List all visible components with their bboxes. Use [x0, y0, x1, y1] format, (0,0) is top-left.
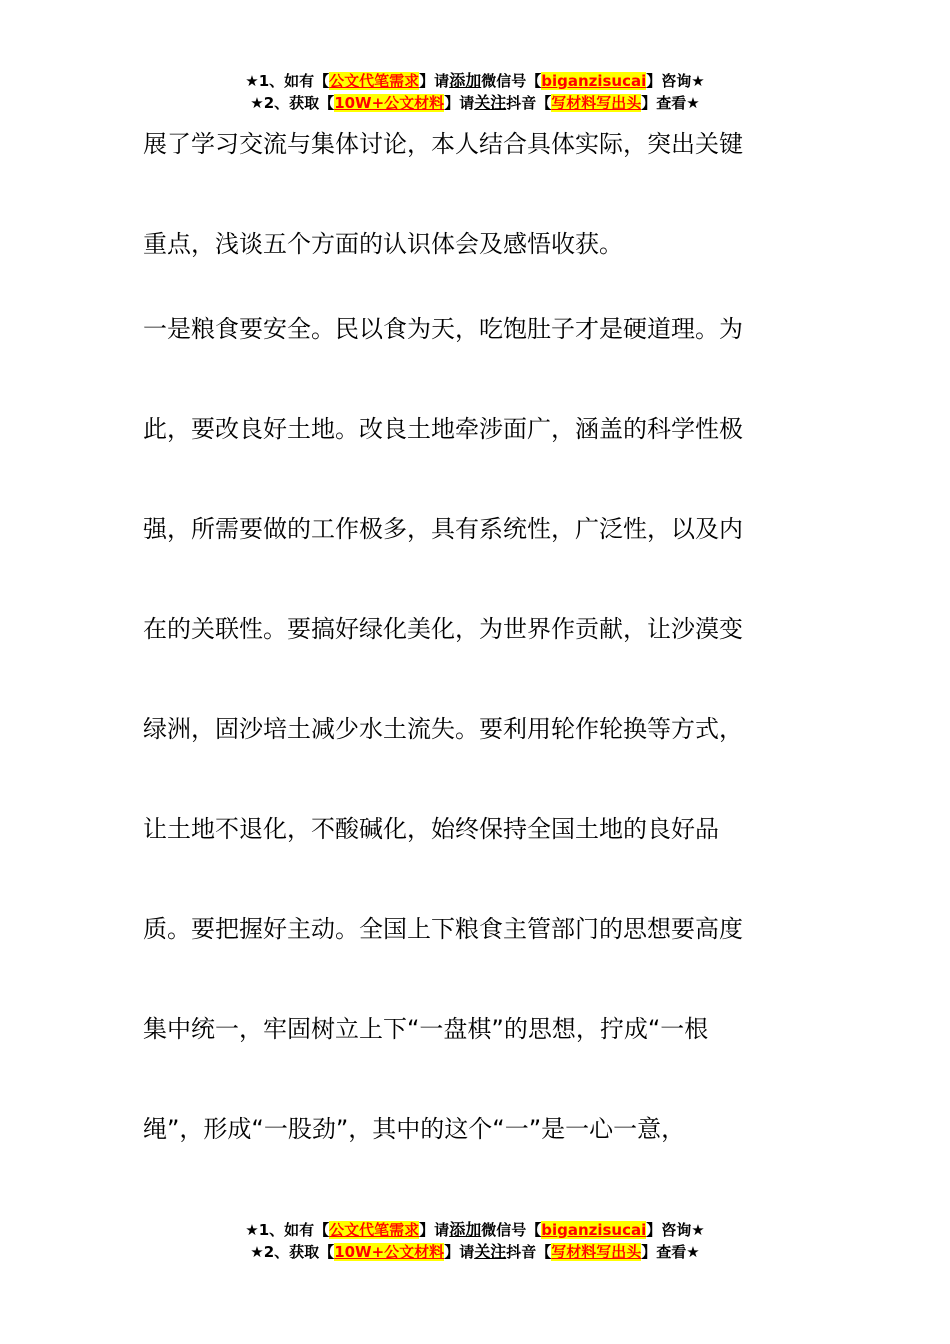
banner-text: 微信号【: [481, 1221, 542, 1239]
header-banner: [0, 70, 950, 114]
footer-banner-line-2: [0, 1241, 950, 1263]
banner-text: 抖音【: [506, 94, 552, 112]
body-line: 绳”，形成“一股劲”，其中的这个“一”是一心一意，: [143, 1115, 686, 1143]
banner-text: 】查看★: [641, 1243, 700, 1261]
emphasis-add: 添加: [449, 1220, 482, 1239]
banner-text: 】请: [419, 1221, 450, 1239]
highlight-wechat-id: biganzisucai: [541, 72, 647, 90]
header-banner-line-1: [0, 70, 950, 92]
banner-text: 】请: [444, 1243, 475, 1261]
highlight-douyin-account: 写材料写出头: [551, 1243, 642, 1261]
banner-text: ★1、如有【: [245, 1221, 330, 1239]
banner-text: ★1、如有【: [245, 72, 330, 90]
emphasis-add: 添加: [449, 71, 482, 90]
body-line: 让土地不退化，不酸碱化，始终保持全国土地的良好品: [143, 815, 719, 843]
body-line: 此，要改良好土地。改良土地牵涉面广，涵盖的科学性极: [143, 415, 743, 443]
banner-text: 微信号【: [481, 72, 542, 90]
banner-text: 】咨询★: [646, 1221, 705, 1239]
highlight-materials: 10W+公文材料: [334, 1243, 445, 1261]
body-line: 在的关联性。要搞好绿化美化，为世界作贡献，让沙漠变: [143, 615, 743, 643]
body-line: 质。要把握好主动。全国上下粮食主管部门的思想要高度: [143, 915, 743, 943]
banner-text: ★2、获取【: [250, 1243, 335, 1261]
emphasis-follow: 关注: [474, 93, 507, 112]
body-line: 展了学习交流与集体讨论，本人结合具体实际，突出关键: [143, 130, 743, 158]
body-line: 一是粮食要安全。民以食为天，吃饱肚子才是硬道理。为: [143, 315, 743, 343]
banner-text: 】请: [419, 72, 450, 90]
banner-text: 】请: [444, 94, 475, 112]
header-banner-line-2: [0, 92, 950, 114]
highlight-materials: 10W+公文材料: [334, 94, 445, 112]
banner-text: 抖音【: [506, 1243, 552, 1261]
body-line: 强，所需要做的工作极多，具有系统性，广泛性，以及内: [143, 515, 743, 543]
banner-text: 】咨询★: [646, 72, 705, 90]
body-line: 集中统一，牢固树立上下“一盘棋”的思想，拧成“一根: [143, 1015, 709, 1043]
footer-banner: [0, 1219, 950, 1263]
footer-banner-line-1: [0, 1219, 950, 1241]
highlight-douyin-account: 写材料写出头: [551, 94, 642, 112]
highlight-wechat-id: biganzisucai: [541, 1221, 647, 1239]
body-line: 重点，浅谈五个方面的认识体会及感悟收获。: [143, 230, 623, 258]
body-line: 绿洲，固沙培土减少水土流失。要利用轮作轮换等方式，: [143, 715, 743, 743]
highlight-service: 公文代笔需求: [329, 72, 420, 90]
emphasis-follow: 关注: [474, 1242, 507, 1261]
banner-text: 】查看★: [641, 94, 700, 112]
banner-text: ★2、获取【: [250, 94, 335, 112]
highlight-service: 公文代笔需求: [329, 1221, 420, 1239]
